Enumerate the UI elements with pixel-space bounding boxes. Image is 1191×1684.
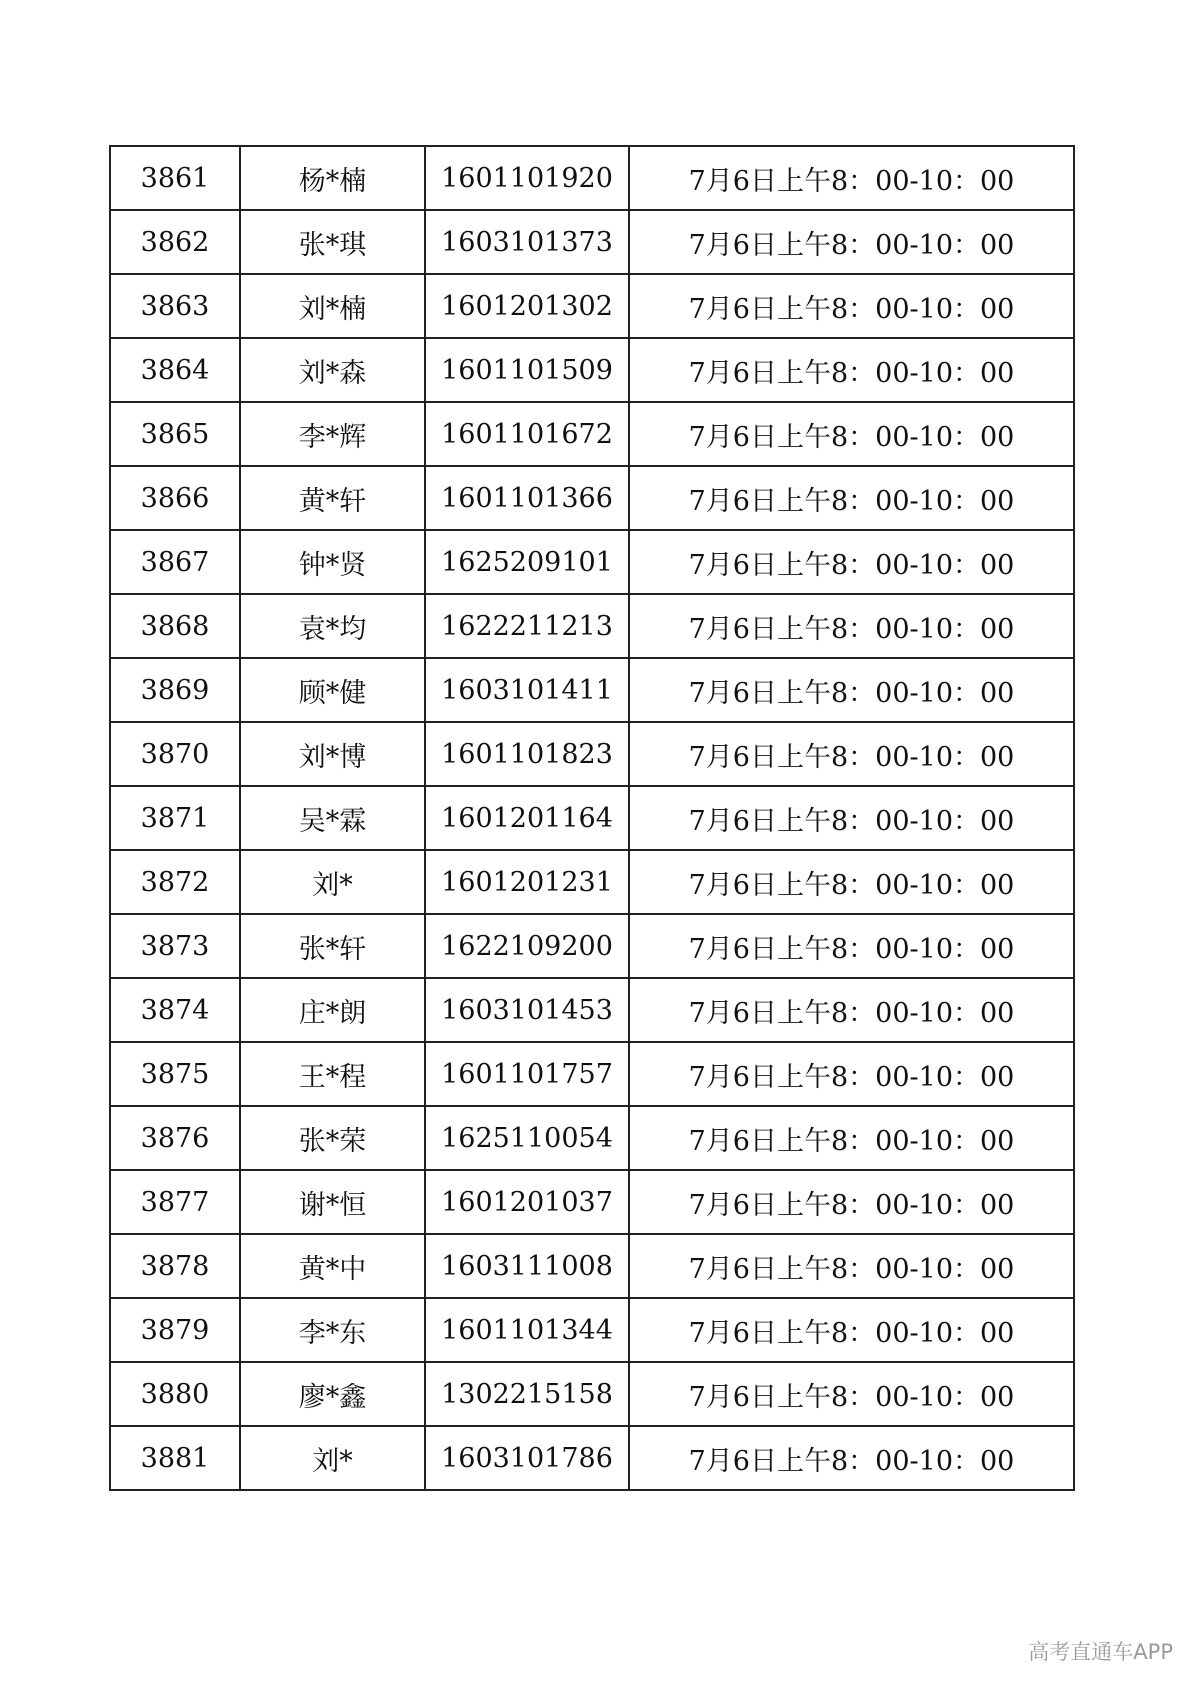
exam-time-cell: 7月6日上午8：00-10：00 <box>629 914 1074 978</box>
student-id-cell: 1601201164 <box>425 786 629 850</box>
student-id-cell: 1601101920 <box>425 146 629 210</box>
table-row <box>110 530 1074 594</box>
student-id-cell: 1601101672 <box>425 402 629 466</box>
student-name-cell: 杨*楠 <box>240 146 425 210</box>
row-number-cell: 3868 <box>110 594 240 658</box>
student-id-cell: 1601101366 <box>425 466 629 530</box>
table-body <box>110 146 1074 1490</box>
student-id-cell: 1603101411 <box>425 658 629 722</box>
row-number-cell: 3874 <box>110 978 240 1042</box>
student-name-cell: 廖*鑫 <box>240 1362 425 1426</box>
student-id-cell: 1625209101 <box>425 530 629 594</box>
exam-time-cell: 7月6日上午8：00-10：00 <box>629 658 1074 722</box>
table-row <box>110 466 1074 530</box>
student-id-cell: 1302215158 <box>425 1362 629 1426</box>
exam-time-cell: 7月6日上午8：00-10：00 <box>629 786 1074 850</box>
row-number-cell: 3866 <box>110 466 240 530</box>
student-id-cell: 1601101509 <box>425 338 629 402</box>
table-row <box>110 1106 1074 1170</box>
row-number-cell: 3869 <box>110 658 240 722</box>
exam-schedule-table <box>109 145 1075 1491</box>
table-row <box>110 978 1074 1042</box>
row-number-cell: 3880 <box>110 1362 240 1426</box>
row-number-cell: 3864 <box>110 338 240 402</box>
student-name-cell: 张*轩 <box>240 914 425 978</box>
student-id-cell: 1622109200 <box>425 914 629 978</box>
row-number-cell: 3863 <box>110 274 240 338</box>
exam-time-cell: 7月6日上午8：00-10：00 <box>629 1362 1074 1426</box>
exam-time-cell: 7月6日上午8：00-10：00 <box>629 146 1074 210</box>
student-name-cell: 张*琪 <box>240 210 425 274</box>
table-row <box>110 274 1074 338</box>
exam-time-cell: 7月6日上午8：00-10：00 <box>629 1298 1074 1362</box>
student-name-cell: 顾*健 <box>240 658 425 722</box>
student-id-cell: 1601101344 <box>425 1298 629 1362</box>
student-id-cell: 1601101823 <box>425 722 629 786</box>
exam-time-cell: 7月6日上午8：00-10：00 <box>629 402 1074 466</box>
exam-time-cell: 7月6日上午8：00-10：00 <box>629 466 1074 530</box>
student-name-cell: 庄*朗 <box>240 978 425 1042</box>
student-id-cell: 1622211213 <box>425 594 629 658</box>
student-name-cell: 李*辉 <box>240 402 425 466</box>
table-row <box>110 786 1074 850</box>
student-name-cell: 黄*轩 <box>240 466 425 530</box>
row-number-cell: 3876 <box>110 1106 240 1170</box>
student-name-cell: 刘* <box>240 1426 425 1490</box>
row-number-cell: 3872 <box>110 850 240 914</box>
student-id-cell: 1625110054 <box>425 1106 629 1170</box>
table-row <box>110 722 1074 786</box>
exam-time-cell: 7月6日上午8：00-10：00 <box>629 978 1074 1042</box>
table-row <box>110 1298 1074 1362</box>
student-name-cell: 刘* <box>240 850 425 914</box>
student-id-cell: 1603111008 <box>425 1234 629 1298</box>
student-name-cell: 袁*均 <box>240 594 425 658</box>
student-id-cell: 1601201231 <box>425 850 629 914</box>
exam-time-cell: 7月6日上午8：00-10：00 <box>629 1234 1074 1298</box>
student-name-cell: 刘*森 <box>240 338 425 402</box>
table-row <box>110 1234 1074 1298</box>
student-name-cell: 谢*恒 <box>240 1170 425 1234</box>
row-number-cell: 3865 <box>110 402 240 466</box>
student-name-cell: 王*程 <box>240 1042 425 1106</box>
row-number-cell: 3878 <box>110 1234 240 1298</box>
exam-time-cell: 7月6日上午8：00-10：00 <box>629 1106 1074 1170</box>
table-row <box>110 914 1074 978</box>
row-number-cell: 3870 <box>110 722 240 786</box>
exam-time-cell: 7月6日上午8：00-10：00 <box>629 722 1074 786</box>
row-number-cell: 3873 <box>110 914 240 978</box>
table-row <box>110 338 1074 402</box>
table-row <box>110 402 1074 466</box>
student-id-cell: 1601201302 <box>425 274 629 338</box>
row-number-cell: 3862 <box>110 210 240 274</box>
exam-time-cell: 7月6日上午8：00-10：00 <box>629 338 1074 402</box>
table-row <box>110 210 1074 274</box>
student-name-cell: 黄*中 <box>240 1234 425 1298</box>
watermark-text: 高考直通车APP <box>1028 1640 1173 1664</box>
exam-time-cell: 7月6日上午8：00-10：00 <box>629 594 1074 658</box>
table-row <box>110 1042 1074 1106</box>
student-id-cell: 1601201037 <box>425 1170 629 1234</box>
student-name-cell: 张*荣 <box>240 1106 425 1170</box>
row-number-cell: 3867 <box>110 530 240 594</box>
table-row <box>110 658 1074 722</box>
student-id-cell: 1601101757 <box>425 1042 629 1106</box>
student-id-cell: 1603101453 <box>425 978 629 1042</box>
exam-time-cell: 7月6日上午8：00-10：00 <box>629 1042 1074 1106</box>
student-name-cell: 刘*楠 <box>240 274 425 338</box>
student-name-cell: 钟*贤 <box>240 530 425 594</box>
table-row <box>110 1170 1074 1234</box>
student-name-cell: 吴*霖 <box>240 786 425 850</box>
row-number-cell: 3877 <box>110 1170 240 1234</box>
student-id-cell: 1603101786 <box>425 1426 629 1490</box>
student-name-cell: 李*东 <box>240 1298 425 1362</box>
row-number-cell: 3875 <box>110 1042 240 1106</box>
exam-time-cell: 7月6日上午8：00-10：00 <box>629 1170 1074 1234</box>
table-row <box>110 1362 1074 1426</box>
student-id-cell: 1603101373 <box>425 210 629 274</box>
table-row <box>110 850 1074 914</box>
table-row <box>110 146 1074 210</box>
row-number-cell: 3871 <box>110 786 240 850</box>
exam-time-cell: 7月6日上午8：00-10：00 <box>629 850 1074 914</box>
exam-time-cell: 7月6日上午8：00-10：00 <box>629 1426 1074 1490</box>
table-row <box>110 1426 1074 1490</box>
row-number-cell: 3861 <box>110 146 240 210</box>
exam-time-cell: 7月6日上午8：00-10：00 <box>629 210 1074 274</box>
student-name-cell: 刘*博 <box>240 722 425 786</box>
table-row <box>110 594 1074 658</box>
row-number-cell: 3879 <box>110 1298 240 1362</box>
row-number-cell: 3881 <box>110 1426 240 1490</box>
exam-time-cell: 7月6日上午8：00-10：00 <box>629 274 1074 338</box>
exam-time-cell: 7月6日上午8：00-10：00 <box>629 530 1074 594</box>
